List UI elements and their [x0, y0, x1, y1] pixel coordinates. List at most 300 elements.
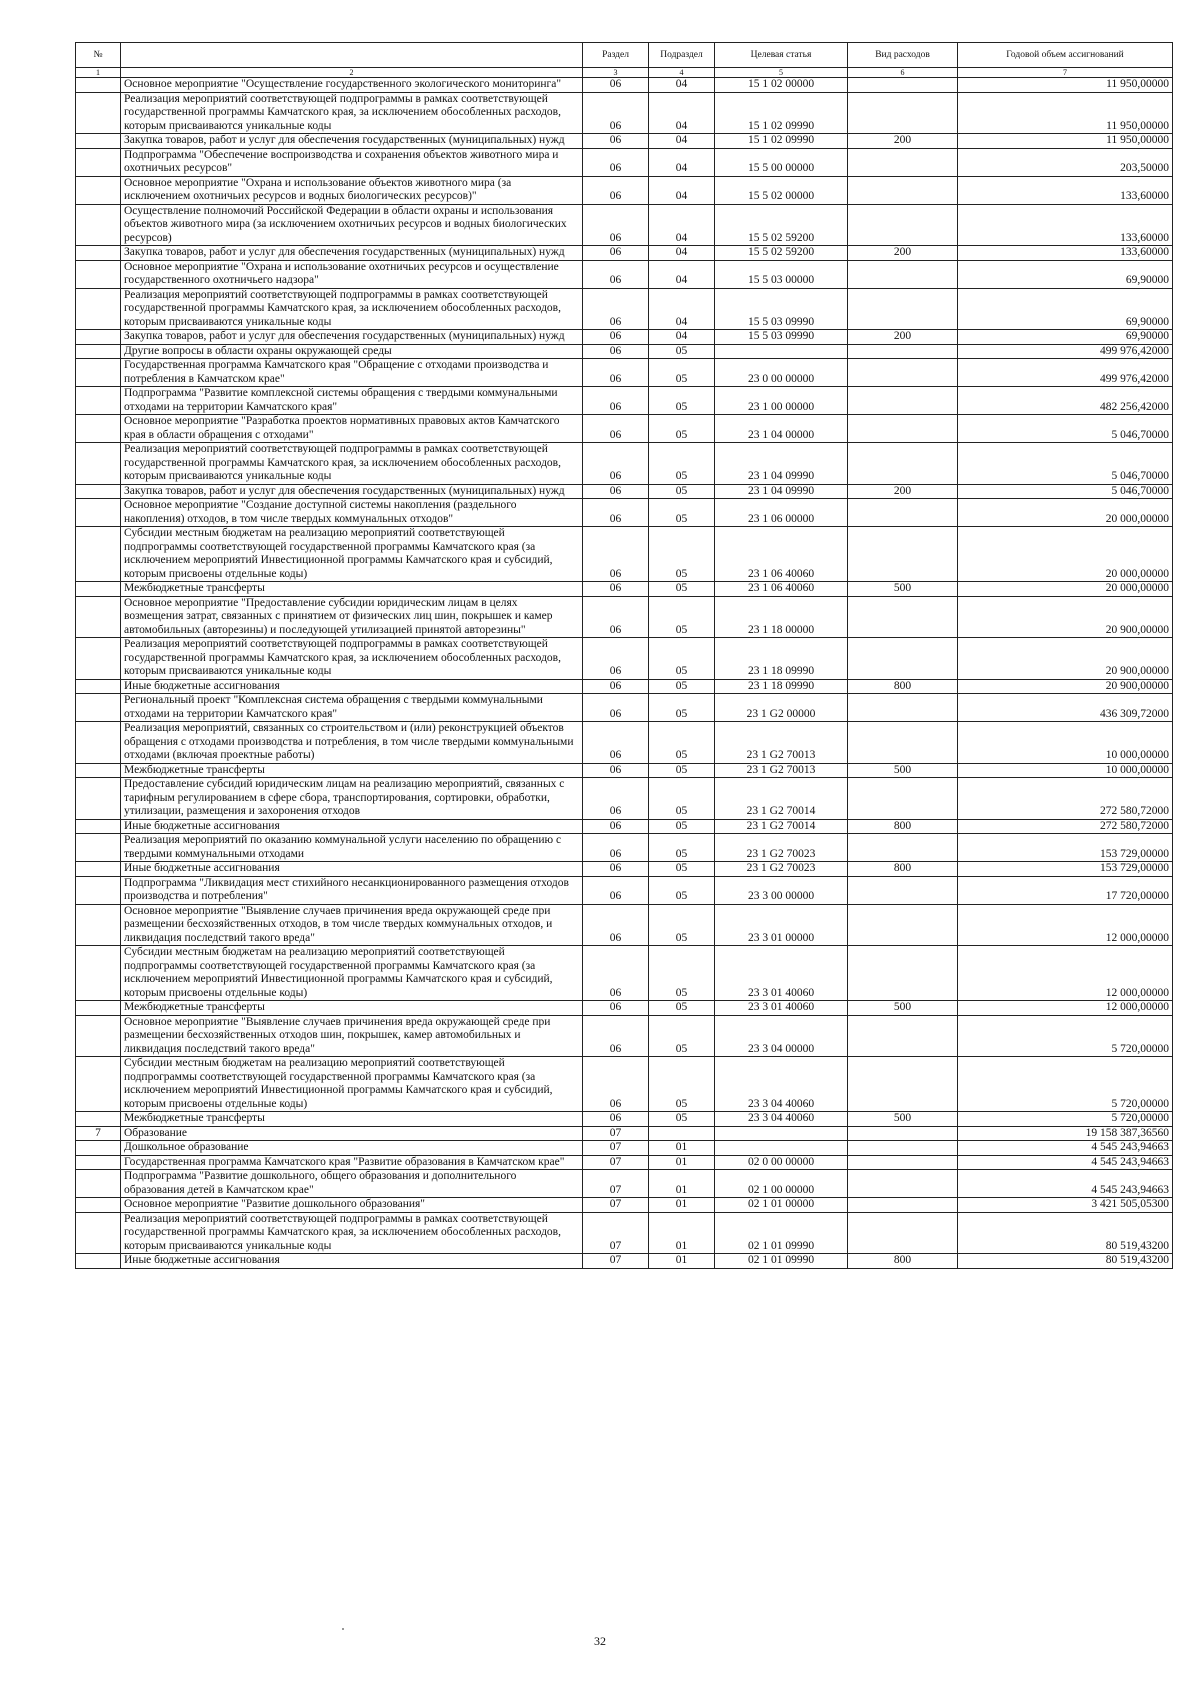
row-name: Закупка товаров, работ и услуг для обеспечения государственных (муниципальных) нужд [121, 330, 583, 345]
row-name: Дошкольное образование [121, 1141, 583, 1156]
row-subsection: 04 [649, 148, 715, 176]
row-subsection: 04 [649, 92, 715, 134]
row-subsection: 01 [649, 1170, 715, 1198]
row-expense-type [848, 694, 958, 722]
row-number [76, 148, 121, 176]
row-subsection: 05 [649, 499, 715, 527]
row-subsection: 05 [649, 344, 715, 359]
row-expense-type [848, 1015, 958, 1057]
row-number [76, 176, 121, 204]
table-row [76, 344, 1173, 359]
table-row [76, 1254, 1173, 1269]
row-subsection [649, 1126, 715, 1141]
row-amount: 69,90000 [958, 330, 1173, 345]
row-target-article: 23 3 01 40060 [715, 946, 848, 1001]
row-subsection: 04 [649, 204, 715, 246]
row-target-article: 23 1 18 09990 [715, 638, 848, 680]
row-amount: 5 046,70000 [958, 484, 1173, 499]
row-section: 06 [583, 359, 649, 387]
row-target-article: 23 1 06 40060 [715, 582, 848, 597]
row-target-article: 02 1 01 09990 [715, 1254, 848, 1269]
row-amount: 19 158 387,36560 [958, 1126, 1173, 1141]
row-section: 07 [583, 1212, 649, 1254]
header-subsection: Подраздел [649, 43, 715, 68]
row-section: 07 [583, 1155, 649, 1170]
row-subsection: 05 [649, 778, 715, 820]
row-name: Осуществление полномочий Российской Федерации в области охраны и использования объектов животного мира (за исключением охотничьих ресурсов и водных биологических ресурсов) [121, 204, 583, 246]
row-target-article: 23 1 06 00000 [715, 499, 848, 527]
row-number [76, 834, 121, 862]
row-number [76, 1057, 121, 1112]
table-row [76, 1112, 1173, 1127]
row-subsection: 01 [649, 1141, 715, 1156]
row-number [76, 288, 121, 330]
table-row [76, 1212, 1173, 1254]
row-section: 06 [583, 679, 649, 694]
row-amount: 4 545 243,94663 [958, 1170, 1173, 1198]
row-amount: 69,90000 [958, 260, 1173, 288]
row-section: 06 [583, 148, 649, 176]
row-amount: 12 000,00000 [958, 904, 1173, 946]
row-expense-type: 500 [848, 582, 958, 597]
row-number [76, 1212, 121, 1254]
row-section: 06 [583, 499, 649, 527]
row-subsection: 05 [649, 1001, 715, 1016]
row-subsection: 05 [649, 946, 715, 1001]
row-number [76, 946, 121, 1001]
row-subsection: 05 [649, 834, 715, 862]
header-index-2: 2 [121, 68, 583, 78]
row-name: Региональный проект "Комплексная система обращения с твердыми коммунальными отходами на территории Камчатского края" [121, 694, 583, 722]
table-row [76, 134, 1173, 149]
row-name: Основное мероприятие "Выявление случаев причинения вреда окружающей среде при размещении бесхозяйственных отходов шин, покрышек, камер автомобильных и ликвидация последствий такого вреда" [121, 1015, 583, 1057]
row-name: Основное мероприятие "Развитие дошкольного образования" [121, 1198, 583, 1213]
table-row [76, 694, 1173, 722]
row-expense-type: 200 [848, 484, 958, 499]
row-expense-type [848, 596, 958, 638]
row-target-article [715, 1126, 848, 1141]
row-section: 06 [583, 834, 649, 862]
row-subsection: 05 [649, 876, 715, 904]
row-section: 06 [583, 694, 649, 722]
row-number [76, 78, 121, 93]
table-row [76, 78, 1173, 93]
row-expense-type: 200 [848, 134, 958, 149]
row-target-article [715, 344, 848, 359]
row-expense-type [848, 527, 958, 582]
row-expense-type: 200 [848, 246, 958, 261]
row-expense-type [848, 904, 958, 946]
row-expense-type [848, 722, 958, 764]
row-target-article: 23 3 01 40060 [715, 1001, 848, 1016]
row-section: 06 [583, 344, 649, 359]
row-amount: 11 950,00000 [958, 92, 1173, 134]
row-expense-type [848, 946, 958, 1001]
table-row [76, 443, 1173, 485]
row-name: Основное мероприятие "Создание доступной системы накопления (раздельного накопления) отходов, в том числе твердых коммунальных отходов" [121, 499, 583, 527]
row-name: Государственная программа Камчатского края "Развитие образования в Камчатском крае" [121, 1155, 583, 1170]
row-number [76, 1001, 121, 1016]
row-section: 07 [583, 1254, 649, 1269]
row-section: 06 [583, 946, 649, 1001]
row-target-article: 23 0 00 00000 [715, 359, 848, 387]
row-expense-type [848, 1198, 958, 1213]
row-subsection: 04 [649, 246, 715, 261]
table-row [76, 330, 1173, 345]
row-expense-type [848, 1057, 958, 1112]
row-number [76, 499, 121, 527]
row-name: Иные бюджетные ассигнования [121, 1254, 583, 1269]
row-target-article: 23 3 00 00000 [715, 876, 848, 904]
row-name: Основное мероприятие "Осуществление государственного экологического мониторинга" [121, 78, 583, 93]
row-section: 06 [583, 387, 649, 415]
row-target-article: 23 1 04 09990 [715, 484, 848, 499]
row-name: Иные бюджетные ассигнования [121, 679, 583, 694]
row-subsection: 05 [649, 582, 715, 597]
table-row [76, 862, 1173, 877]
row-name: Межбюджетные трансферты [121, 1112, 583, 1127]
row-expense-type [848, 638, 958, 680]
row-expense-type [848, 1212, 958, 1254]
row-number [76, 134, 121, 149]
row-subsection: 01 [649, 1254, 715, 1269]
row-subsection: 04 [649, 134, 715, 149]
row-target-article: 23 1 G2 70014 [715, 778, 848, 820]
row-target-article: 23 1 G2 70014 [715, 819, 848, 834]
row-section: 06 [583, 246, 649, 261]
row-name: Образование [121, 1126, 583, 1141]
row-expense-type: 500 [848, 763, 958, 778]
table-row [76, 527, 1173, 582]
row-subsection: 04 [649, 176, 715, 204]
row-target-article: 15 5 02 59200 [715, 204, 848, 246]
budget-table-page [75, 42, 1172, 1269]
table-row [76, 204, 1173, 246]
row-number [76, 638, 121, 680]
row-target-article: 23 1 G2 70013 [715, 763, 848, 778]
table-row [76, 1001, 1173, 1016]
row-number [76, 387, 121, 415]
table-row [76, 1141, 1173, 1156]
row-target-article: 15 1 02 00000 [715, 78, 848, 93]
row-expense-type [848, 1170, 958, 1198]
row-target-article: 23 1 06 40060 [715, 527, 848, 582]
row-name: Основное мероприятие "Предоставление субсидии юридическим лицам в целях возмещения затрат, связанных с принятием от физических лиц шин, покрышек и камер автомобильных (авторезины) и последующей утилизацией принятой авторезины" [121, 596, 583, 638]
row-subsection: 04 [649, 78, 715, 93]
row-number [76, 330, 121, 345]
row-subsection: 05 [649, 527, 715, 582]
row-expense-type [848, 443, 958, 485]
table-header-row [76, 43, 1173, 68]
row-amount: 20 900,00000 [958, 638, 1173, 680]
row-name: Реализация мероприятий, связанных со строительством и (или) реконструкцией объектов обращения с отходами производства и потребления, в том числе твердыми коммунальными отходами (включая проектные работы) [121, 722, 583, 764]
row-amount: 5 720,00000 [958, 1057, 1173, 1112]
row-target-article: 15 5 03 09990 [715, 288, 848, 330]
row-section: 06 [583, 527, 649, 582]
row-name: Закупка товаров, работ и услуг для обеспечения государственных (муниципальных) нужд [121, 134, 583, 149]
row-expense-type: 800 [848, 862, 958, 877]
row-section: 06 [583, 638, 649, 680]
row-amount: 436 309,72000 [958, 694, 1173, 722]
row-subsection: 05 [649, 862, 715, 877]
row-section: 06 [583, 1057, 649, 1112]
row-subsection: 05 [649, 679, 715, 694]
row-amount: 12 000,00000 [958, 1001, 1173, 1016]
row-expense-type [848, 288, 958, 330]
row-expense-type [848, 834, 958, 862]
row-section: 06 [583, 763, 649, 778]
budget-table [75, 42, 1173, 1269]
row-name: Подпрограмма "Развитие дошкольного, общего образования и дополнительного образования детей в Камчатском крае" [121, 1170, 583, 1198]
row-amount: 80 519,43200 [958, 1212, 1173, 1254]
table-row [76, 904, 1173, 946]
row-target-article: 23 1 00 00000 [715, 387, 848, 415]
header-type: Вид расходов [848, 43, 958, 68]
row-section: 06 [583, 330, 649, 345]
row-number [76, 763, 121, 778]
table-row [76, 819, 1173, 834]
table-row [76, 1155, 1173, 1170]
row-section: 06 [583, 415, 649, 443]
row-section: 06 [583, 134, 649, 149]
row-expense-type: 800 [848, 679, 958, 694]
header-name [121, 43, 583, 68]
row-amount: 499 976,42000 [958, 344, 1173, 359]
header-section: Раздел [583, 43, 649, 68]
row-number [76, 694, 121, 722]
row-section: 06 [583, 1015, 649, 1057]
row-amount: 10 000,00000 [958, 722, 1173, 764]
row-amount: 5 046,70000 [958, 415, 1173, 443]
row-subsection: 04 [649, 288, 715, 330]
row-subsection: 05 [649, 1057, 715, 1112]
row-target-article: 15 5 03 09990 [715, 330, 848, 345]
table-row [76, 499, 1173, 527]
row-target-article: 23 1 G2 00000 [715, 694, 848, 722]
table-row [76, 387, 1173, 415]
table-index-row [76, 68, 1173, 78]
row-name: Государственная программа Камчатского края "Обращение с отходами производства и потребления в Камчатском крае" [121, 359, 583, 387]
table-row [76, 834, 1173, 862]
row-number [76, 260, 121, 288]
header-no: № [76, 43, 121, 68]
row-target-article: 15 5 02 00000 [715, 176, 848, 204]
row-target-article: 23 1 04 00000 [715, 415, 848, 443]
row-target-article: 23 1 G2 70013 [715, 722, 848, 764]
row-number [76, 1198, 121, 1213]
row-target-article: 23 1 18 09990 [715, 679, 848, 694]
row-number [76, 359, 121, 387]
row-subsection: 05 [649, 638, 715, 680]
row-amount: 11 950,00000 [958, 78, 1173, 93]
row-number [76, 876, 121, 904]
row-name: Межбюджетные трансферты [121, 1001, 583, 1016]
row-subsection: 05 [649, 443, 715, 485]
row-number [76, 1112, 121, 1127]
row-section: 07 [583, 1198, 649, 1213]
row-number [76, 92, 121, 134]
row-target-article: 23 3 04 40060 [715, 1057, 848, 1112]
row-number [76, 204, 121, 246]
table-row [76, 778, 1173, 820]
row-subsection: 04 [649, 330, 715, 345]
row-amount: 69,90000 [958, 288, 1173, 330]
row-amount: 10 000,00000 [958, 763, 1173, 778]
table-row [76, 148, 1173, 176]
row-target-article: 23 3 04 40060 [715, 1112, 848, 1127]
row-name: Закупка товаров, работ и услуг для обеспечения государственных (муниципальных) нужд [121, 246, 583, 261]
row-number [76, 862, 121, 877]
table-row [76, 1126, 1173, 1141]
row-expense-type: 800 [848, 1254, 958, 1269]
row-expense-type: 500 [848, 1001, 958, 1016]
row-section: 07 [583, 1170, 649, 1198]
row-amount: 272 580,72000 [958, 778, 1173, 820]
row-target-article: 02 1 00 00000 [715, 1170, 848, 1198]
header-index-5: 5 [715, 68, 848, 78]
row-number [76, 1170, 121, 1198]
row-amount: 133,60000 [958, 204, 1173, 246]
table-row [76, 763, 1173, 778]
row-subsection: 01 [649, 1155, 715, 1170]
table-row [76, 1057, 1173, 1112]
row-section: 06 [583, 260, 649, 288]
table-row [76, 582, 1173, 597]
page-number: 32 [594, 1634, 606, 1648]
header-target: Целевая статья [715, 43, 848, 68]
row-target-article [715, 1141, 848, 1156]
row-subsection: 05 [649, 415, 715, 443]
row-target-article: 15 5 00 00000 [715, 148, 848, 176]
row-section: 06 [583, 1112, 649, 1127]
row-section: 06 [583, 722, 649, 764]
row-amount: 133,60000 [958, 246, 1173, 261]
row-amount: 153 729,00000 [958, 862, 1173, 877]
row-amount: 5 720,00000 [958, 1015, 1173, 1057]
row-subsection: 05 [649, 387, 715, 415]
row-section: 06 [583, 176, 649, 204]
row-target-article: 15 5 03 00000 [715, 260, 848, 288]
row-expense-type [848, 387, 958, 415]
row-name: Иные бюджетные ассигнования [121, 819, 583, 834]
row-amount: 20 900,00000 [958, 596, 1173, 638]
row-subsection: 05 [649, 904, 715, 946]
row-name: Подпрограмма "Обеспечение воспроизводства и сохранения объектов животного мира и охотничьих ресурсов" [121, 148, 583, 176]
row-name: Реализация мероприятий соответствующей подпрограммы в рамках соответствующей государственной программы Камчатского края, за исключением обособленных расходов, которым присваиваются уникальные коды [121, 92, 583, 134]
table-row [76, 638, 1173, 680]
row-expense-type [848, 1126, 958, 1141]
row-amount: 5 720,00000 [958, 1112, 1173, 1127]
row-number [76, 722, 121, 764]
row-number [76, 596, 121, 638]
row-name: Подпрограмма "Ликвидация мест стихийного несанкционированного размещения отходов производства и потребления" [121, 876, 583, 904]
row-number [76, 1141, 121, 1156]
row-expense-type [848, 415, 958, 443]
table-row [76, 722, 1173, 764]
row-target-article: 23 3 04 00000 [715, 1015, 848, 1057]
row-subsection: 05 [649, 359, 715, 387]
row-target-article: 02 1 01 09990 [715, 1212, 848, 1254]
row-name: Иные бюджетные ассигнования [121, 862, 583, 877]
header-index-1: 1 [76, 68, 121, 78]
row-number [76, 415, 121, 443]
row-section: 06 [583, 582, 649, 597]
scan-speck [342, 1628, 344, 1630]
row-name: Реализация мероприятий соответствующей подпрограммы в рамках соответствующей государственной программы Камчатского края, за исключением обособленных расходов, которым присваиваются уникальные коды [121, 443, 583, 485]
table-row [76, 246, 1173, 261]
table-body [76, 78, 1173, 1269]
row-expense-type [848, 1141, 958, 1156]
row-name: Субсидии местным бюджетам на реализацию мероприятий соответствующей подпрограммы соответствующей государственной программы Камчатского края (за исключением мероприятий Инвестиционной программы Камчатского края и субсидий, которым присвоены отдельные коды) [121, 1057, 583, 1112]
row-subsection: 05 [649, 722, 715, 764]
row-amount: 5 046,70000 [958, 443, 1173, 485]
row-name: Субсидии местным бюджетам на реализацию мероприятий соответствующей подпрограммы соответствующей государственной программы Камчатского края (за исключением мероприятий Инвестиционной программы Камчатского края и субсидий, которым присвоены отдельные коды) [121, 946, 583, 1001]
row-name: Закупка товаров, работ и услуг для обеспечения государственных (муниципальных) нужд [121, 484, 583, 499]
row-name: Межбюджетные трансферты [121, 763, 583, 778]
row-section: 06 [583, 904, 649, 946]
row-amount: 272 580,72000 [958, 819, 1173, 834]
row-number [76, 778, 121, 820]
row-expense-type [848, 92, 958, 134]
row-name: Межбюджетные трансферты [121, 582, 583, 597]
table-row [76, 176, 1173, 204]
row-expense-type: 200 [848, 330, 958, 345]
row-section: 06 [583, 288, 649, 330]
row-amount: 20 900,00000 [958, 679, 1173, 694]
row-section: 06 [583, 78, 649, 93]
row-number [76, 904, 121, 946]
row-name: Подпрограмма "Развитие комплексной системы обращения с твердыми коммунальными отходами на территории Камчатского края" [121, 387, 583, 415]
row-subsection: 01 [649, 1212, 715, 1254]
table-row [76, 596, 1173, 638]
row-subsection: 05 [649, 484, 715, 499]
row-number [76, 679, 121, 694]
row-target-article: 23 1 G2 70023 [715, 834, 848, 862]
row-amount: 11 950,00000 [958, 134, 1173, 149]
row-number [76, 582, 121, 597]
row-expense-type [848, 876, 958, 904]
row-name: Другие вопросы в области охраны окружающей среды [121, 344, 583, 359]
header-index-6: 6 [848, 68, 958, 78]
row-target-article: 15 5 02 59200 [715, 246, 848, 261]
row-target-article: 15 1 02 09990 [715, 92, 848, 134]
row-subsection: 05 [649, 596, 715, 638]
row-name: Субсидии местным бюджетам на реализацию мероприятий соответствующей подпрограммы соответствующей государственной программы Камчатского края (за исключением мероприятий Инвестиционной программы Камчатского края и субсидий, которым присвоены отдельные коды) [121, 527, 583, 582]
row-subsection: 05 [649, 1112, 715, 1127]
row-section: 06 [583, 876, 649, 904]
header-index-3: 3 [583, 68, 649, 78]
row-section: 06 [583, 596, 649, 638]
table-row [76, 1198, 1173, 1213]
row-amount: 499 976,42000 [958, 359, 1173, 387]
row-target-article: 02 0 00 00000 [715, 1155, 848, 1170]
row-name: Предоставление субсидий юридическим лицам на реализацию мероприятий, связанных с тарифным регулированием в сфере сбора, транспортирования, сортировки, обработки, утилизации, размещения и захоронения отходов [121, 778, 583, 820]
row-amount: 153 729,00000 [958, 834, 1173, 862]
row-number [76, 527, 121, 582]
row-section: 06 [583, 778, 649, 820]
row-expense-type [848, 1155, 958, 1170]
row-number [76, 443, 121, 485]
row-expense-type: 800 [848, 819, 958, 834]
row-target-article: 15 1 02 09990 [715, 134, 848, 149]
row-amount: 80 519,43200 [958, 1254, 1173, 1269]
row-amount: 4 545 243,94663 [958, 1141, 1173, 1156]
row-section: 06 [583, 204, 649, 246]
row-name: Основное мероприятие "Охрана и использование охотничьих ресурсов и осуществление государственного охотничьего надзора" [121, 260, 583, 288]
table-row [76, 415, 1173, 443]
row-expense-type [848, 204, 958, 246]
row-amount: 133,60000 [958, 176, 1173, 204]
